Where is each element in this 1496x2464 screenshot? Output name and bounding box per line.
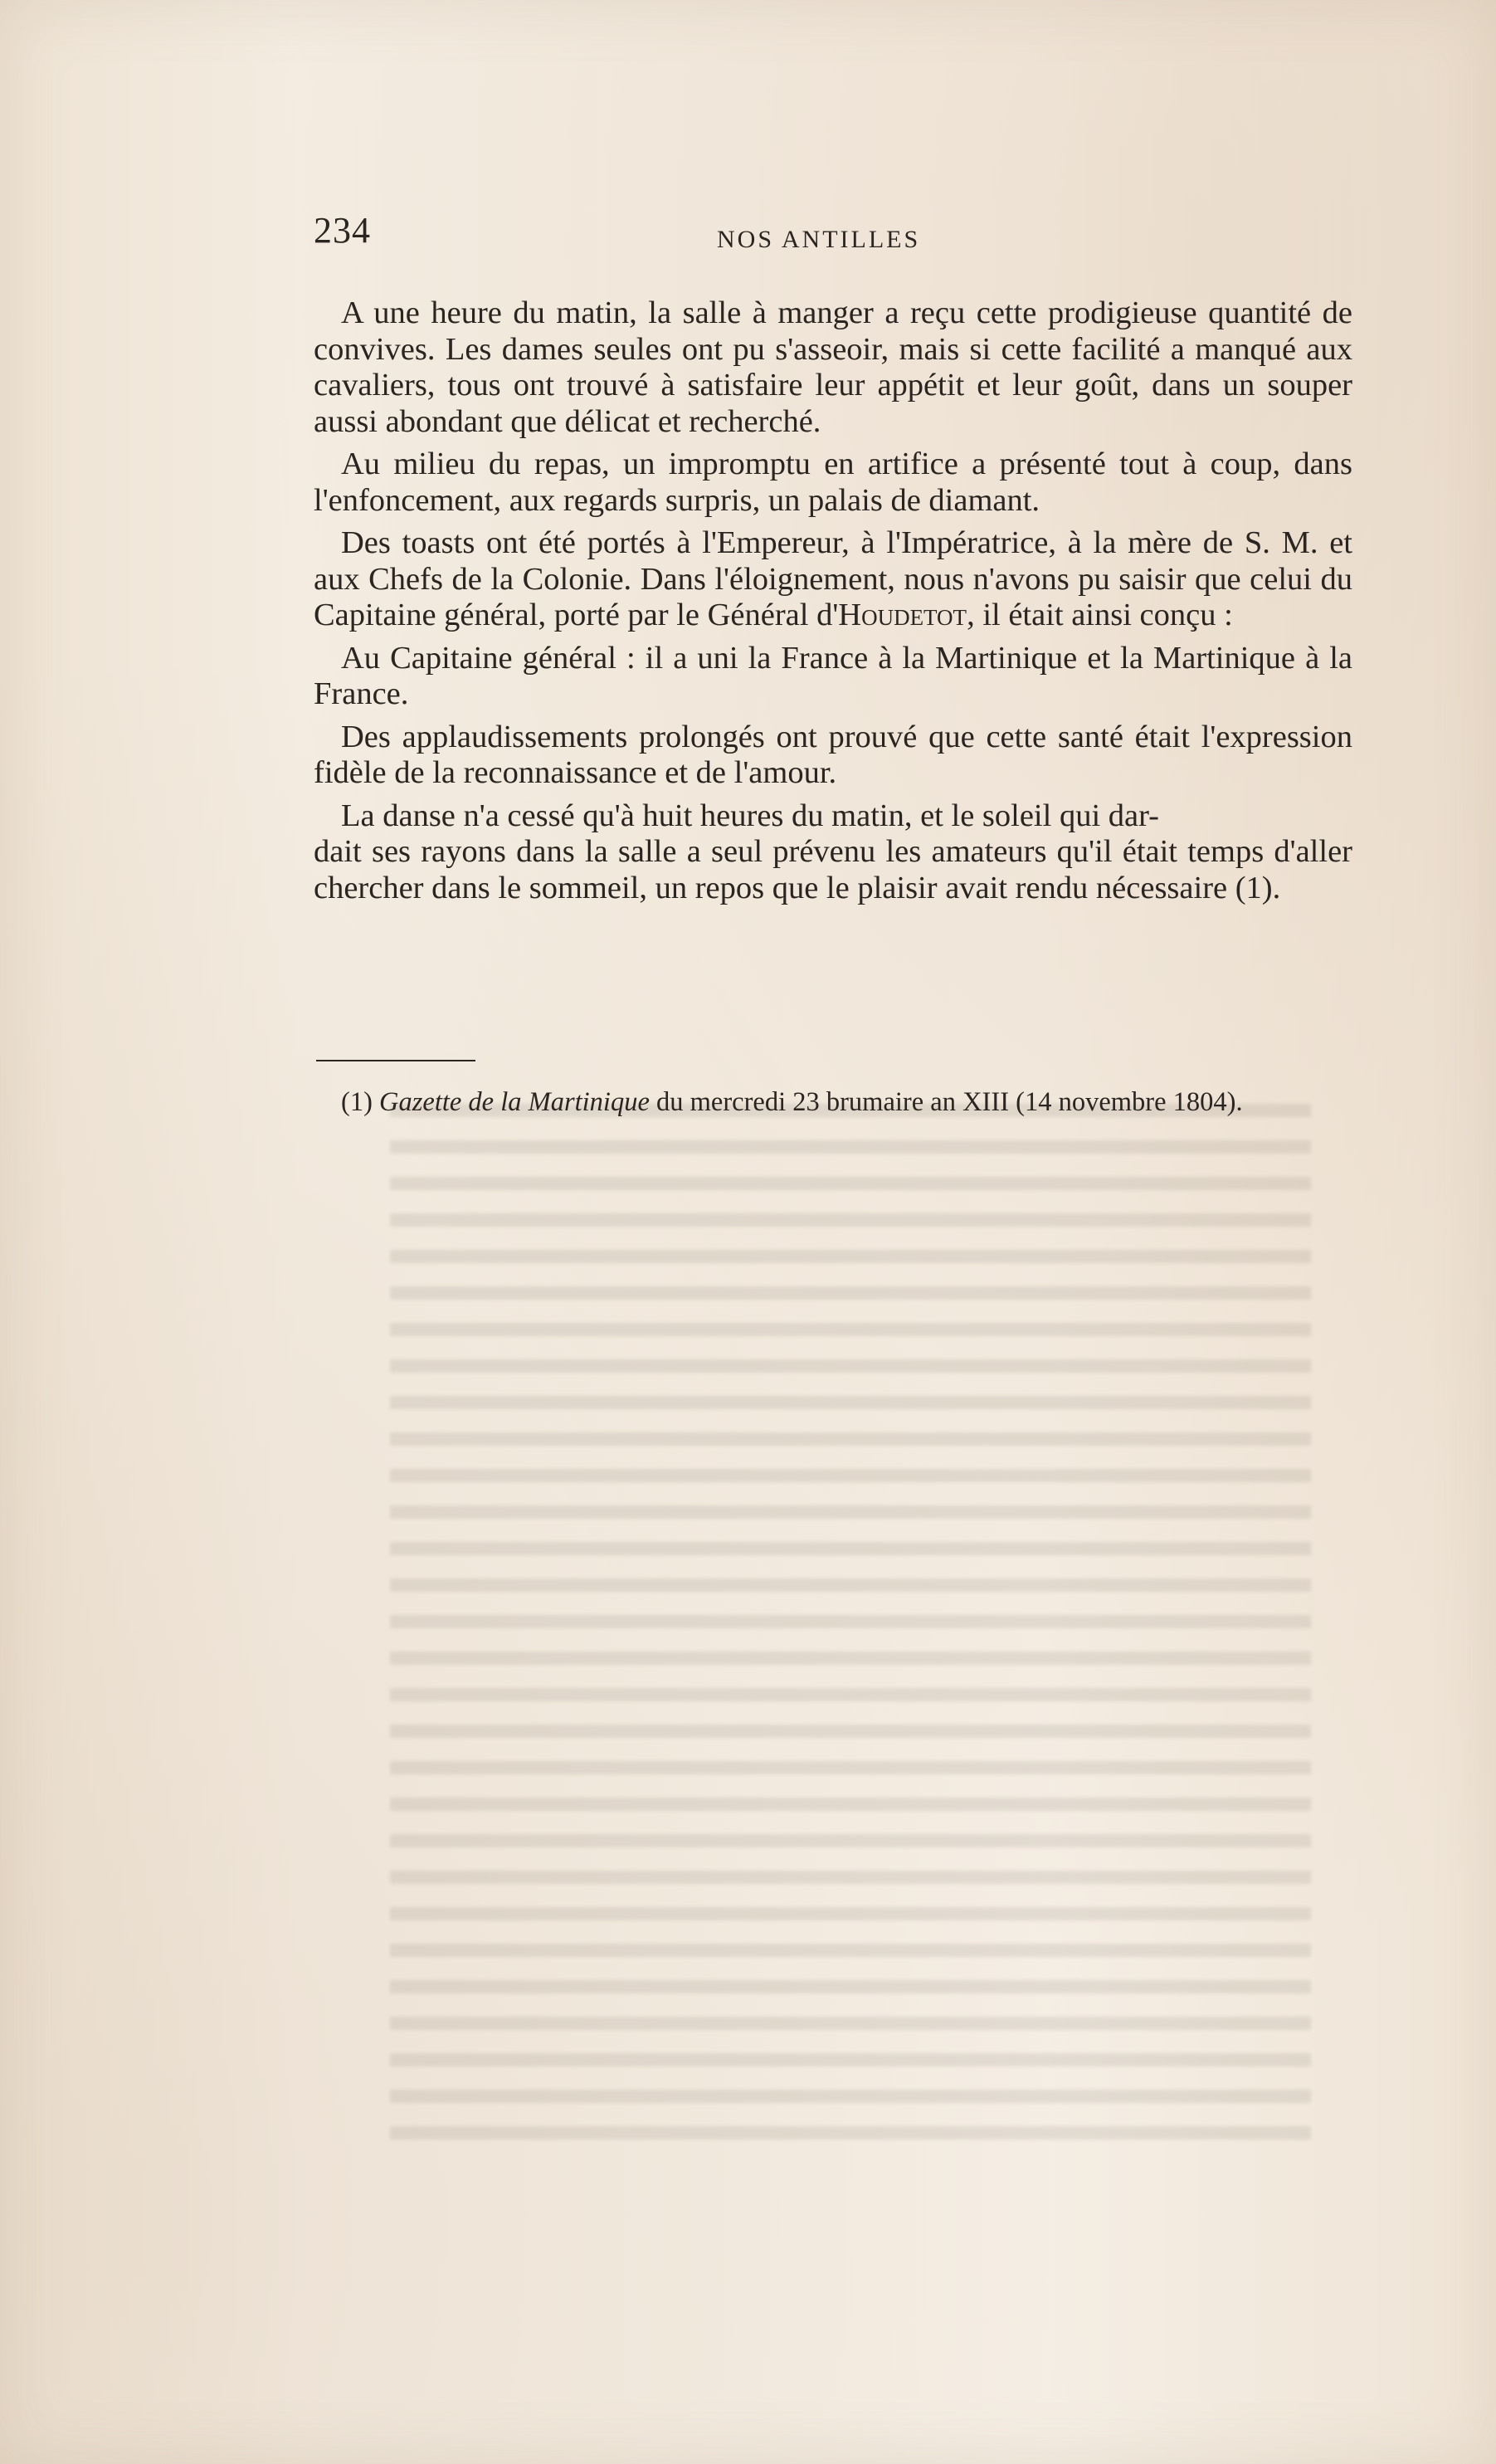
- footnote-source-title: Gazette de la Martinique: [379, 1087, 650, 1117]
- page-number: 234: [314, 210, 371, 251]
- running-title: NOS ANTILLES: [717, 226, 921, 253]
- toasts-text-end: , il était ainsi conçu :: [967, 598, 1233, 632]
- paragraph-toasts: [314, 525, 1352, 634]
- paragraph-toast-quote: Au Capitaine général : il a uni la France à la Martinique et la Martinique à la France.: [314, 640, 1352, 711]
- reverse-side-bleed-through: [390, 1104, 1311, 2158]
- body-text: [314, 295, 1352, 913]
- footnote: [314, 1086, 1352, 1118]
- dance-text-line-1: La danse n'a cessé qu'à huit heures du matin, et le soleil qui dar-: [341, 798, 1159, 833]
- footnote-divider: [316, 1060, 475, 1061]
- paragraph-supper: A une heure du matin, la salle à manger a reçu cette prodigieuse quantité de convives. Les dames seules ont pu s'asseoir, mais si cette facilité a manqué aux cavaliers, tous ont trouvé à satisfaire leur appétit et leur goût, dans un souper aussi abondant que délicat et recherché.: [314, 295, 1352, 439]
- dance-text-rest: dait ses rayons dans la salle a seul prévenu les amateurs qu'il était temps d'aller chercher dans le sommeil, un repos que le plaisir avait rendu nécessaire (1).: [314, 834, 1352, 905]
- paragraph-dance: [314, 798, 1352, 907]
- paragraph-fireworks: Au milieu du repas, un impromptu en artifice a présenté tout à coup, dans l'enfoncement, aux regards surpris, un palais de diamant.: [314, 446, 1352, 518]
- general-name: Houdetot: [838, 598, 967, 632]
- toasts-text: Des toasts ont été portés à l'Empereur, à l'Impératrice, à la mère de S. M. et aux Chefs de la Colonie. Dans l'éloignement, nous n'avons pu saisir que celui du Capitaine général, porté par le Général d': [314, 525, 1352, 632]
- footnote-marker: (1): [341, 1087, 373, 1117]
- page-header: [314, 209, 1352, 259]
- paragraph-applause: Des applaudissements prolongés ont prouvé que cette santé était l'expression fidèle de la reconnaissance et de l'amour.: [314, 719, 1352, 790]
- footnote-text: du mercredi 23 brumaire an XIII (14 novembre 1804).: [656, 1087, 1243, 1117]
